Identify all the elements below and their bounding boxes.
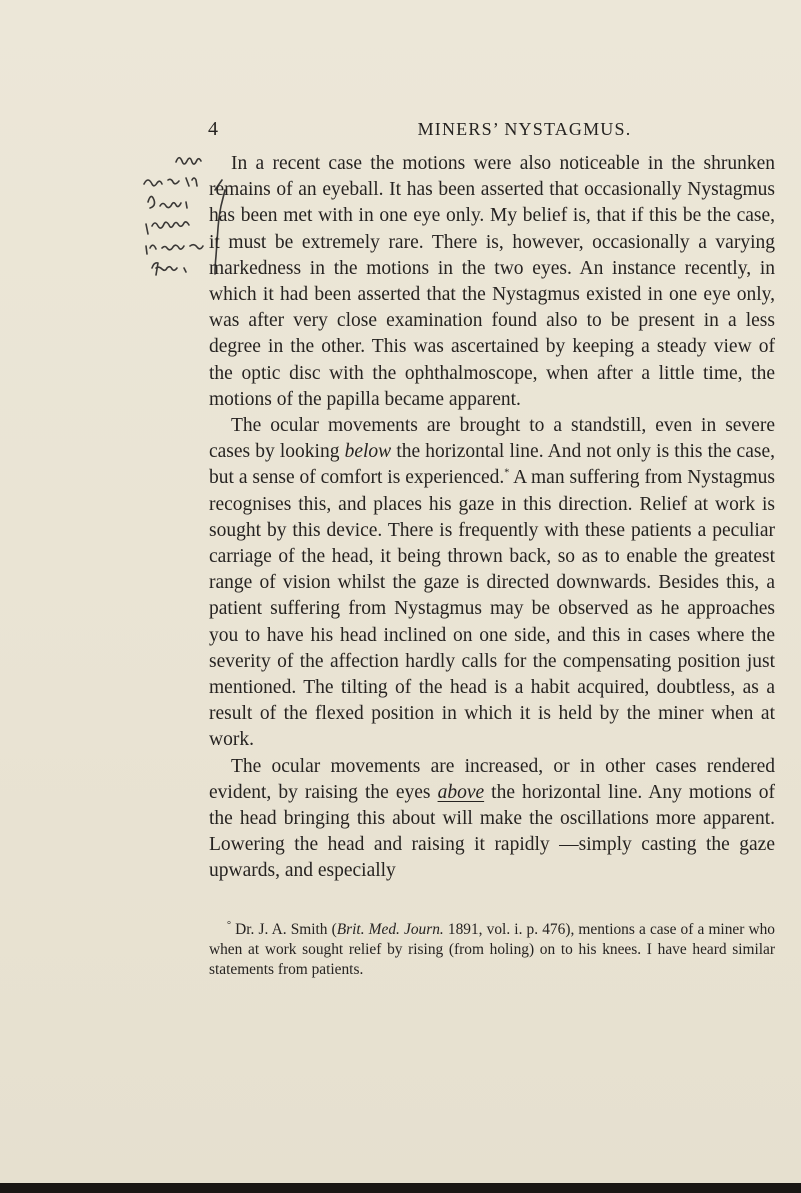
citation: Brit. Med. Journ. xyxy=(336,921,444,938)
paragraph-text: the horizontal line. And not only is this the case, but a sense of comfort is experienced. xyxy=(209,441,775,489)
paragraph-text: The ocular movements are brought to a standstill, even in severe cases by looking xyxy=(209,415,775,463)
paragraph-text: The ocular movements are increased, or in other cases rendered evident, by raising the eyes xyxy=(209,755,775,803)
footnote xyxy=(209,920,775,980)
footnote-text: ° Dr. J. A. Smith (Brit. Med. Journ. 1891, vol. i. p. 476), mentions a case of a miner who when at work sought relief by rising (from holing) on to his knees. I have heard similar statements from patients. xyxy=(209,919,776,978)
page-number: 4 xyxy=(208,118,218,140)
paragraph xyxy=(209,754,775,885)
page-header xyxy=(208,116,783,142)
paragraph xyxy=(209,413,775,754)
scan-edge xyxy=(0,1183,801,1193)
footnote-marker: ° xyxy=(227,919,231,931)
paragraph-text: the horizontal line. Any motions of the head bringing this about will make the oscillations more apparent. Lowering the head and raising it rapidly —simply casting the gaze upwards, and especially xyxy=(209,781,775,882)
running-title: MINERS’ NYSTAGMUS. xyxy=(417,119,632,139)
footnote-reference: * xyxy=(504,467,510,479)
emphasis-text: below xyxy=(344,441,392,463)
paragraph-text: In a recent case the motions were also noticeable in the shrunken remains of an eyeball. It has been asserted that occasionally Nystagmus has been met with in one eye only. My belief is, that if this be the case, it must be extremely rare. There is, however, occasionally a varying markedness in the motions in the two eyes. An instance recently, in which it had been asserted that the Nystagmus existed in one eye only, was after very close examination found also to be present in a less degree in the other. This was ascertained by keeping a steady view of the optic disc with the ophthalmoscope, when after a little time, the motions of the papilla became apparent. xyxy=(209,153,775,410)
paragraph-text: A man suffering from Nystagmus recognises this, and places his gaze in this direction. Relief at work is sought by this device. There is frequently with these patients a peculiar carriage of the head, it being thrown back, so as to enable the greatest range of vision whilst the gaze is directed downwards. Besides this, a patient suffering from Nystagmus may be observed as he approaches you to have his head inclined on one side, and this in cases where the severity of the affection hardly calls for the compensating position just mentioned. The tilting of the head is a habit acquired, doubtless, as a result of the flexed position in which it is held by the miner when at work. xyxy=(209,467,775,751)
emphasis-text: above xyxy=(437,781,485,803)
main-text xyxy=(209,151,775,885)
paragraph xyxy=(209,151,775,413)
